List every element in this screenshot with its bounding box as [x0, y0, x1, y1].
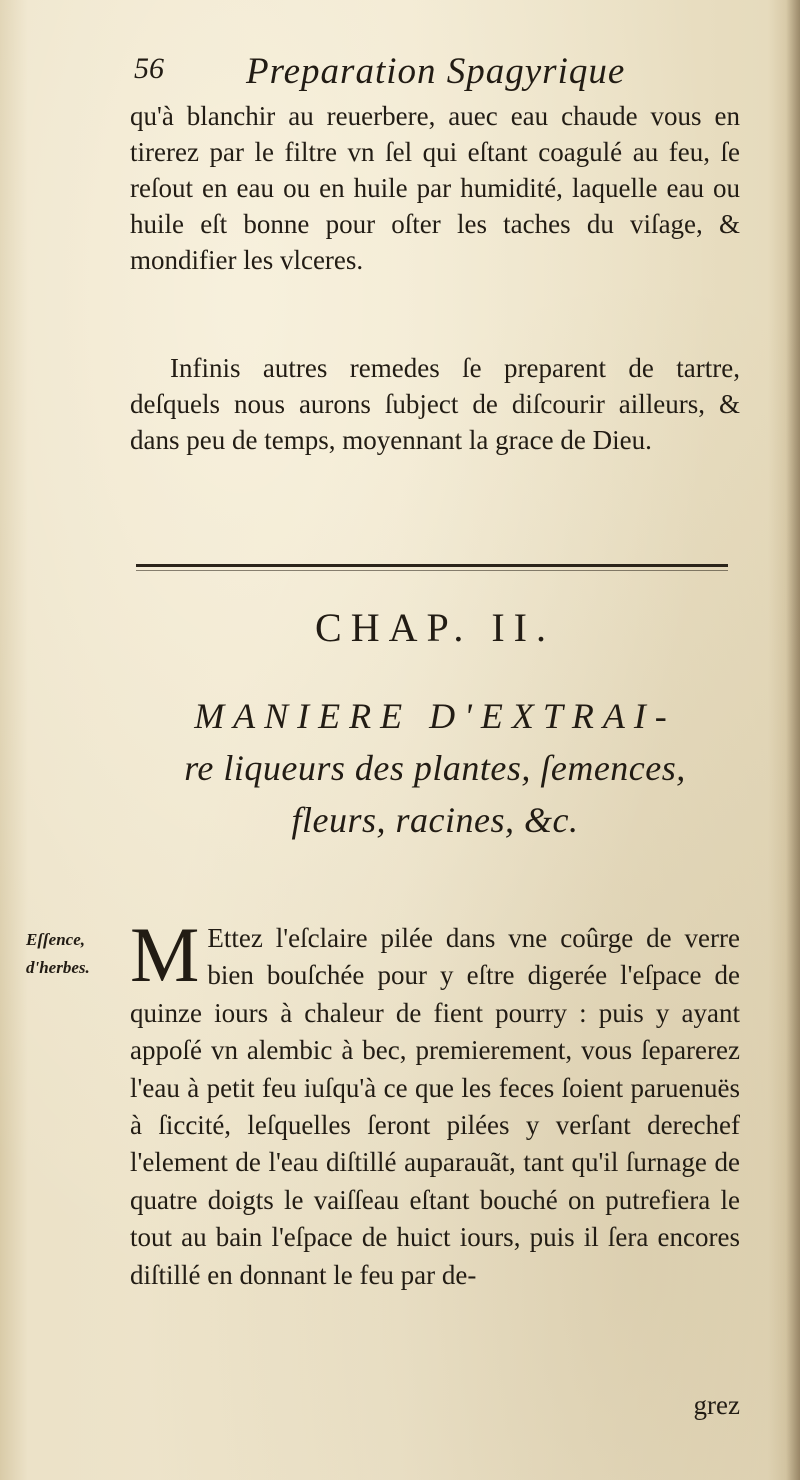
- page-edge-shadow: [786, 0, 800, 1480]
- paragraph-continued: qu'à blanchir au reuerbere, auec eau chaude vous en tirerez par le filtre vn ſel qui eſtant coagulé au feu, ſe reſout en eau ou en huile par humidité, laquelle eau ou huile eſt bonne pour oſter les taches du viſage, & mondifier les vlceres.: [130, 101, 740, 275]
- section-divider-thin: [136, 570, 728, 571]
- margin-note-line-1: Eſſence,: [26, 930, 86, 949]
- page-header: [134, 50, 754, 100]
- running-title: Preparation Spagyrique: [246, 51, 626, 92]
- drop-cap: M: [130, 911, 200, 998]
- catchword: grez: [693, 1390, 740, 1420]
- chapter-title: [130, 690, 740, 846]
- margin-note-line-2: d'herbes.: [26, 958, 90, 977]
- chapter-title-line-2: re liqueurs des plantes, ſemences,: [184, 748, 686, 788]
- chapter-body: [130, 911, 740, 1294]
- paragraph-tartre: Infinis autres remedes ſe preparent de tartre, deſquels nous aurons ſubject de diſcourir ailleurs, & dans peu de temps, moyennant la grace de Dieu.: [130, 353, 740, 455]
- page-number: 56: [134, 52, 164, 85]
- chapter-label: CHAP. II.: [315, 605, 555, 650]
- chapter-title-line-1: MANIERE D'EXTRAI-: [194, 696, 676, 736]
- section-divider: [136, 564, 728, 567]
- chapter-body-text: Ettez l'eſclaire pilée dans vne coûrge de verre bien bouſchée pour y eſtre digerée l'eſpace de quinze iours à chaleur de fient pourry : puis y ayant appoſé vn alembic à bec, premierement, vous ſeparerez l'eau à petit feu iuſqu'à ce que les feces ſoient paruenuës à ſiccité, leſquelles ſeront pilées y verſant derechef l'element de l'eau diſtillé auparauãt, tant qu'il ſurnage de quatre doigts le vaiſſeau eſtant bouché on putrefiera le tout au bain l'eſpace de huict iours, puis il ſera encores diſtillé en donnant le feu par de-: [130, 923, 740, 1290]
- margin-note: [26, 926, 126, 982]
- chapter-title-line-3: fleurs, racines, &c.: [291, 800, 579, 840]
